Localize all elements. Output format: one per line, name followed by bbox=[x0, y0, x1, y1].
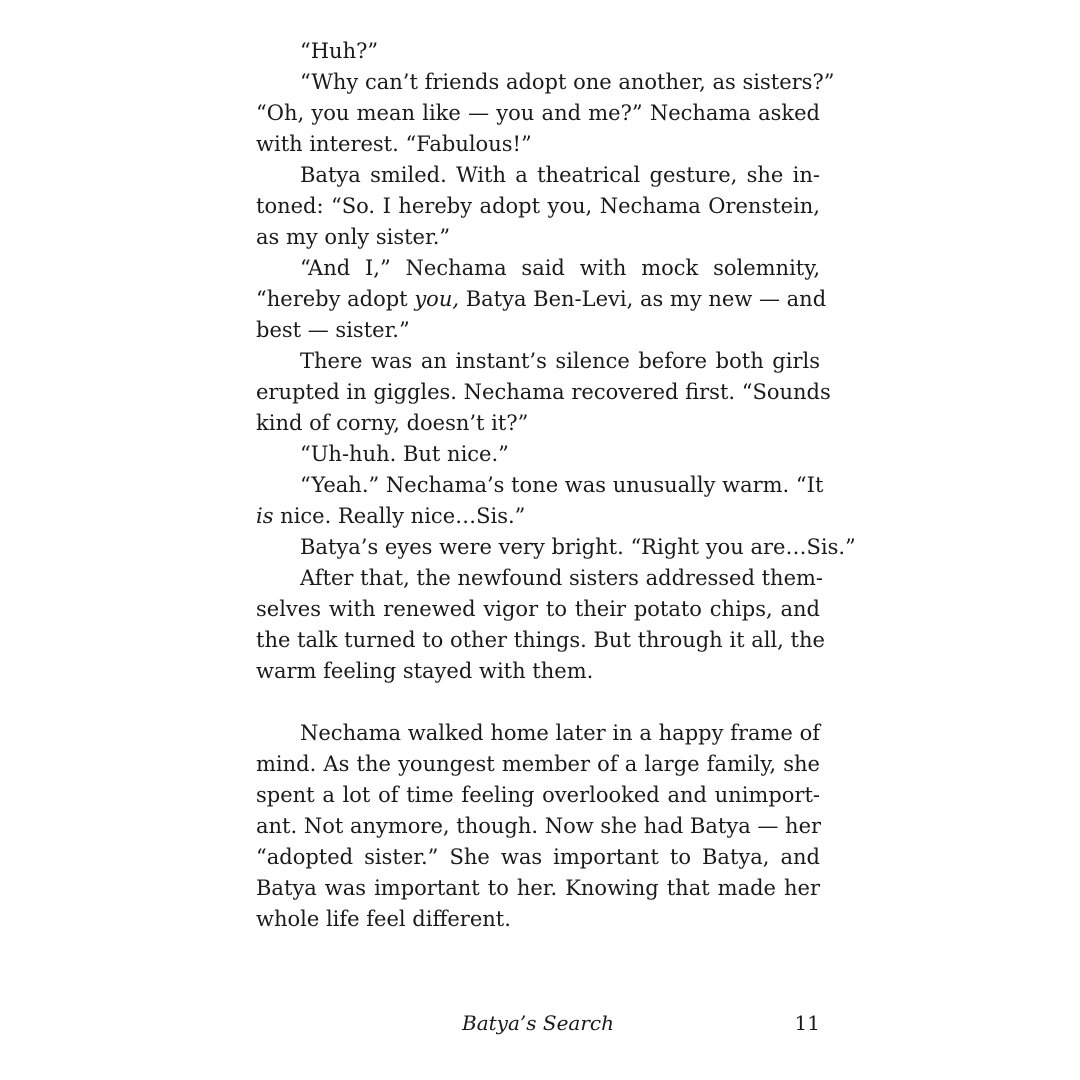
running-title: Batya’s Search bbox=[462, 1011, 614, 1035]
text-line: Batya was important to her. Knowing that made her bbox=[256, 876, 820, 900]
text-line: toned: “So. I hereby adopt you, Nechama Orenstein, bbox=[256, 194, 820, 218]
text-line: “And I,” Nechama said with mock solemnity, bbox=[300, 256, 820, 280]
page-footer bbox=[256, 1011, 820, 1041]
emphasis-text: you, bbox=[414, 287, 460, 311]
text-line: erupted in giggles. Nechama recovered first. “Sounds bbox=[256, 380, 831, 404]
text-segment: “hereby adopt bbox=[256, 287, 415, 311]
text-line: as my only sister.” bbox=[256, 225, 451, 249]
text-line: with interest. “Fabulous!” bbox=[256, 132, 532, 156]
text-line bbox=[256, 501, 820, 532]
text-line: “Why can’t friends adopt one another, as sisters?” bbox=[300, 70, 835, 94]
text-line: “Yeah.” Nechama’s tone was unusually warm. “It bbox=[300, 473, 824, 497]
text-segment: Batya Ben-Levi, as my new — and bbox=[459, 287, 827, 311]
text-segment: nice. Really nice…Sis.” bbox=[273, 504, 526, 528]
text-line: warm feeling stayed with them. bbox=[256, 659, 594, 683]
text-line: There was an instant’s silence before both girls bbox=[300, 349, 820, 373]
text-line: selves with renewed vigor to their potato chips, and bbox=[256, 597, 820, 621]
text-line: Batya smiled. With a theatrical gesture, she in- bbox=[300, 163, 820, 187]
text-line: whole life feel different. bbox=[256, 907, 511, 931]
text-line: “Huh?” bbox=[300, 39, 379, 63]
page-number: 11 bbox=[794, 1011, 820, 1035]
text-line: “Oh, you mean like — you and me?” Nechama asked bbox=[256, 101, 820, 125]
text-line: “adopted sister.” She was important to Batya, and bbox=[256, 845, 820, 869]
text-line: best — sister.” bbox=[256, 318, 410, 342]
text-line: spent a lot of time feeling overlooked and unimport- bbox=[256, 783, 820, 807]
text-line: Batya’s eyes were very bright. “Right you are…Sis.” bbox=[300, 535, 856, 559]
text-line: “Uh-huh. But nice.” bbox=[300, 442, 509, 466]
text-line: ant. Not anymore, though. Now she had Batya — her bbox=[256, 814, 822, 838]
body-text bbox=[256, 36, 856, 935]
section-break bbox=[256, 687, 820, 718]
text-line bbox=[256, 284, 827, 315]
text-line: mind. As the youngest member of a large family, she bbox=[256, 752, 820, 776]
text-line: the talk turned to other things. But through it all, the bbox=[256, 628, 825, 652]
text-line: kind of corny, doesn’t it?” bbox=[256, 411, 529, 435]
emphasis-text: is bbox=[256, 504, 274, 528]
text-line: After that, the newfound sisters addressed them- bbox=[300, 566, 824, 590]
text-line: Nechama walked home later in a happy frame of bbox=[300, 721, 820, 745]
